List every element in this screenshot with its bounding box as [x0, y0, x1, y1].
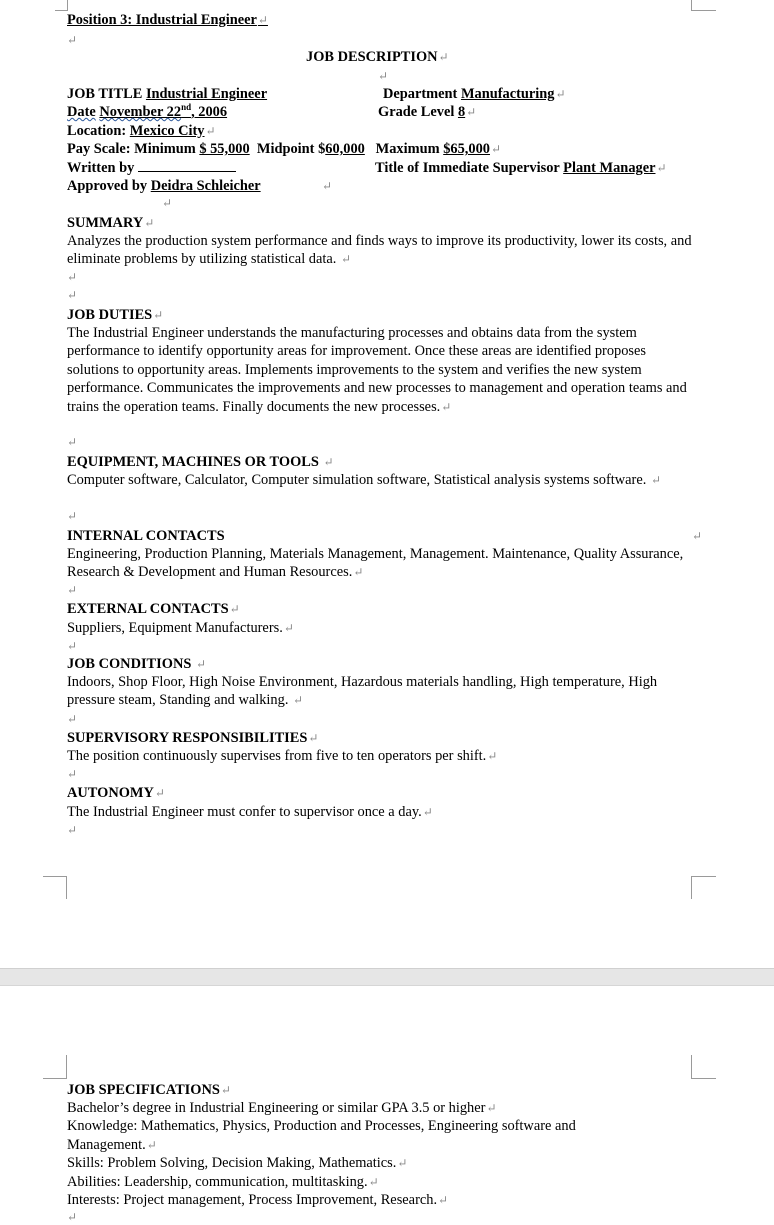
doc-title: JOB DESCRIPTION↵ [306, 49, 449, 65]
job-title-field: JOB TITLE Industrial Engineer [67, 86, 268, 102]
paragraph-mark: ↵ [67, 288, 78, 302]
paragraph-mark: ↵ [67, 712, 78, 726]
external-contacts-body: Suppliers, Equipment Manufacturers.↵ [67, 620, 294, 636]
written-by-blank [138, 159, 236, 172]
spec-line: Skills: Problem Solving, Decision Making, Mathematics.↵ [67, 1155, 408, 1172]
date-field: Date November 22nd, 2006 [67, 102, 228, 120]
job-conditions-heading: JOB CONDITIONS ↵ [67, 656, 207, 672]
equipment-body: Computer software, Calculator, Computer simulation software, Statistical analysis systems software. ↵ [67, 472, 661, 488]
paragraph-mark: ↵ [67, 639, 78, 653]
paragraph-mark: ↵ [67, 823, 78, 837]
crop-mark-page2-top-right [691, 1055, 716, 1079]
job-conditions-body: Indoors, Shop Floor, High Noise Environment, Hazardous materials handling, High temperature, High pressure steam, Standing and walking. ↵ [67, 674, 658, 709]
equipment-heading: EQUIPMENT, MACHINES OR TOOLS ↵ [67, 454, 334, 470]
paragraph-mark: ↵ [67, 509, 78, 523]
position-heading: Position 3: Industrial Engineer↵ [67, 12, 268, 28]
crop-mark-bottom-left [43, 876, 67, 899]
supervisor-title-field: Title of Immediate Supervisor Plant Manager↵ [375, 160, 667, 176]
paragraph-mark: ↵ [692, 529, 703, 543]
written-by-field: Written by [67, 159, 236, 177]
job-specifications-body [67, 1099, 647, 1209]
spec-line: Abilities: Leadership, communication, multitasking.↵ [67, 1173, 379, 1190]
grade-level-field: Grade Level 8↵ [378, 104, 477, 120]
supervisory-body: The position continuously supervises from five to ten operators per shift.↵ [67, 748, 498, 764]
crop-mark-page2-top-left [43, 1055, 67, 1079]
internal-contacts-body: Engineering, Production Planning, Materials Management, Management. Maintenance, Quality Assurance, Research & Development and Human Resources.↵ [67, 546, 684, 581]
crop-mark-bottom-right [691, 876, 716, 899]
paragraph-mark: ↵ [67, 1210, 78, 1224]
page-break-gap [0, 968, 774, 986]
paragraph-mark: ↵ [162, 196, 173, 210]
paragraph-mark: ↵ [67, 33, 78, 47]
paragraph-mark: ↵ [67, 270, 78, 284]
paragraph-mark: ↵ [67, 583, 78, 597]
supervisory-heading: SUPERVISORY RESPONSIBILITIES↵ [67, 730, 319, 746]
job-duties-heading: JOB DUTIES↵ [67, 307, 164, 323]
summary-body: Analyzes the production system performance and finds ways to improve its productivity, lower its costs, and eliminate problems by utilizing statistical data. ↵ [67, 233, 692, 268]
location-field: Location: Mexico City↵ [67, 123, 216, 139]
spec-line: Bachelor’s degree in Industrial Engineering or similar GPA 3.5 or higher↵ [67, 1100, 497, 1116]
internal-contacts-heading: INTERNAL CONTACTS [67, 528, 225, 544]
crop-mark-top-left [55, 0, 68, 11]
autonomy-heading: AUTONOMY↵ [67, 785, 165, 801]
spec-line: Interests: Project management, Process Improvement, Research.↵ [67, 1192, 449, 1209]
department-field: Department Manufacturing↵ [383, 86, 566, 102]
paragraph-mark: ↵ [67, 767, 78, 781]
job-specifications-heading: JOB SPECIFICATIONS↵ [67, 1082, 231, 1098]
paragraph-mark: ↵ [378, 69, 389, 83]
paragraph-mark: ↵ [67, 435, 78, 449]
job-duties-body: The Industrial Engineer understands the manufacturing processes and obtains data from the system performance to identify opportunity areas for improvement. Once these areas are identified proposes solutions to opportunity areas. Implements improvements to the system and verifies the new system performance. Communicates the improvements and new processes to management and operation teams and trains the operation teams. Finally documents the new processes.↵ [67, 325, 687, 415]
spec-line: Knowledge: Mathematics, Physics, Production and Processes, Engineering software and Management.↵ [67, 1118, 576, 1153]
pay-scale-field: Pay Scale: Minimum $ 55,000 Midpoint $60,000 Maximum $65,000↵ [67, 141, 502, 157]
crop-mark-top-right [691, 0, 716, 11]
external-contacts-heading: EXTERNAL CONTACTS↵ [67, 601, 240, 617]
paragraph-mark: ↵ [322, 179, 333, 193]
autonomy-body: The Industrial Engineer must confer to supervisor once a day.↵ [67, 804, 433, 820]
approved-by-field: Approved by Deidra Schleicher [67, 178, 261, 194]
summary-heading: SUMMARY↵ [67, 215, 155, 231]
